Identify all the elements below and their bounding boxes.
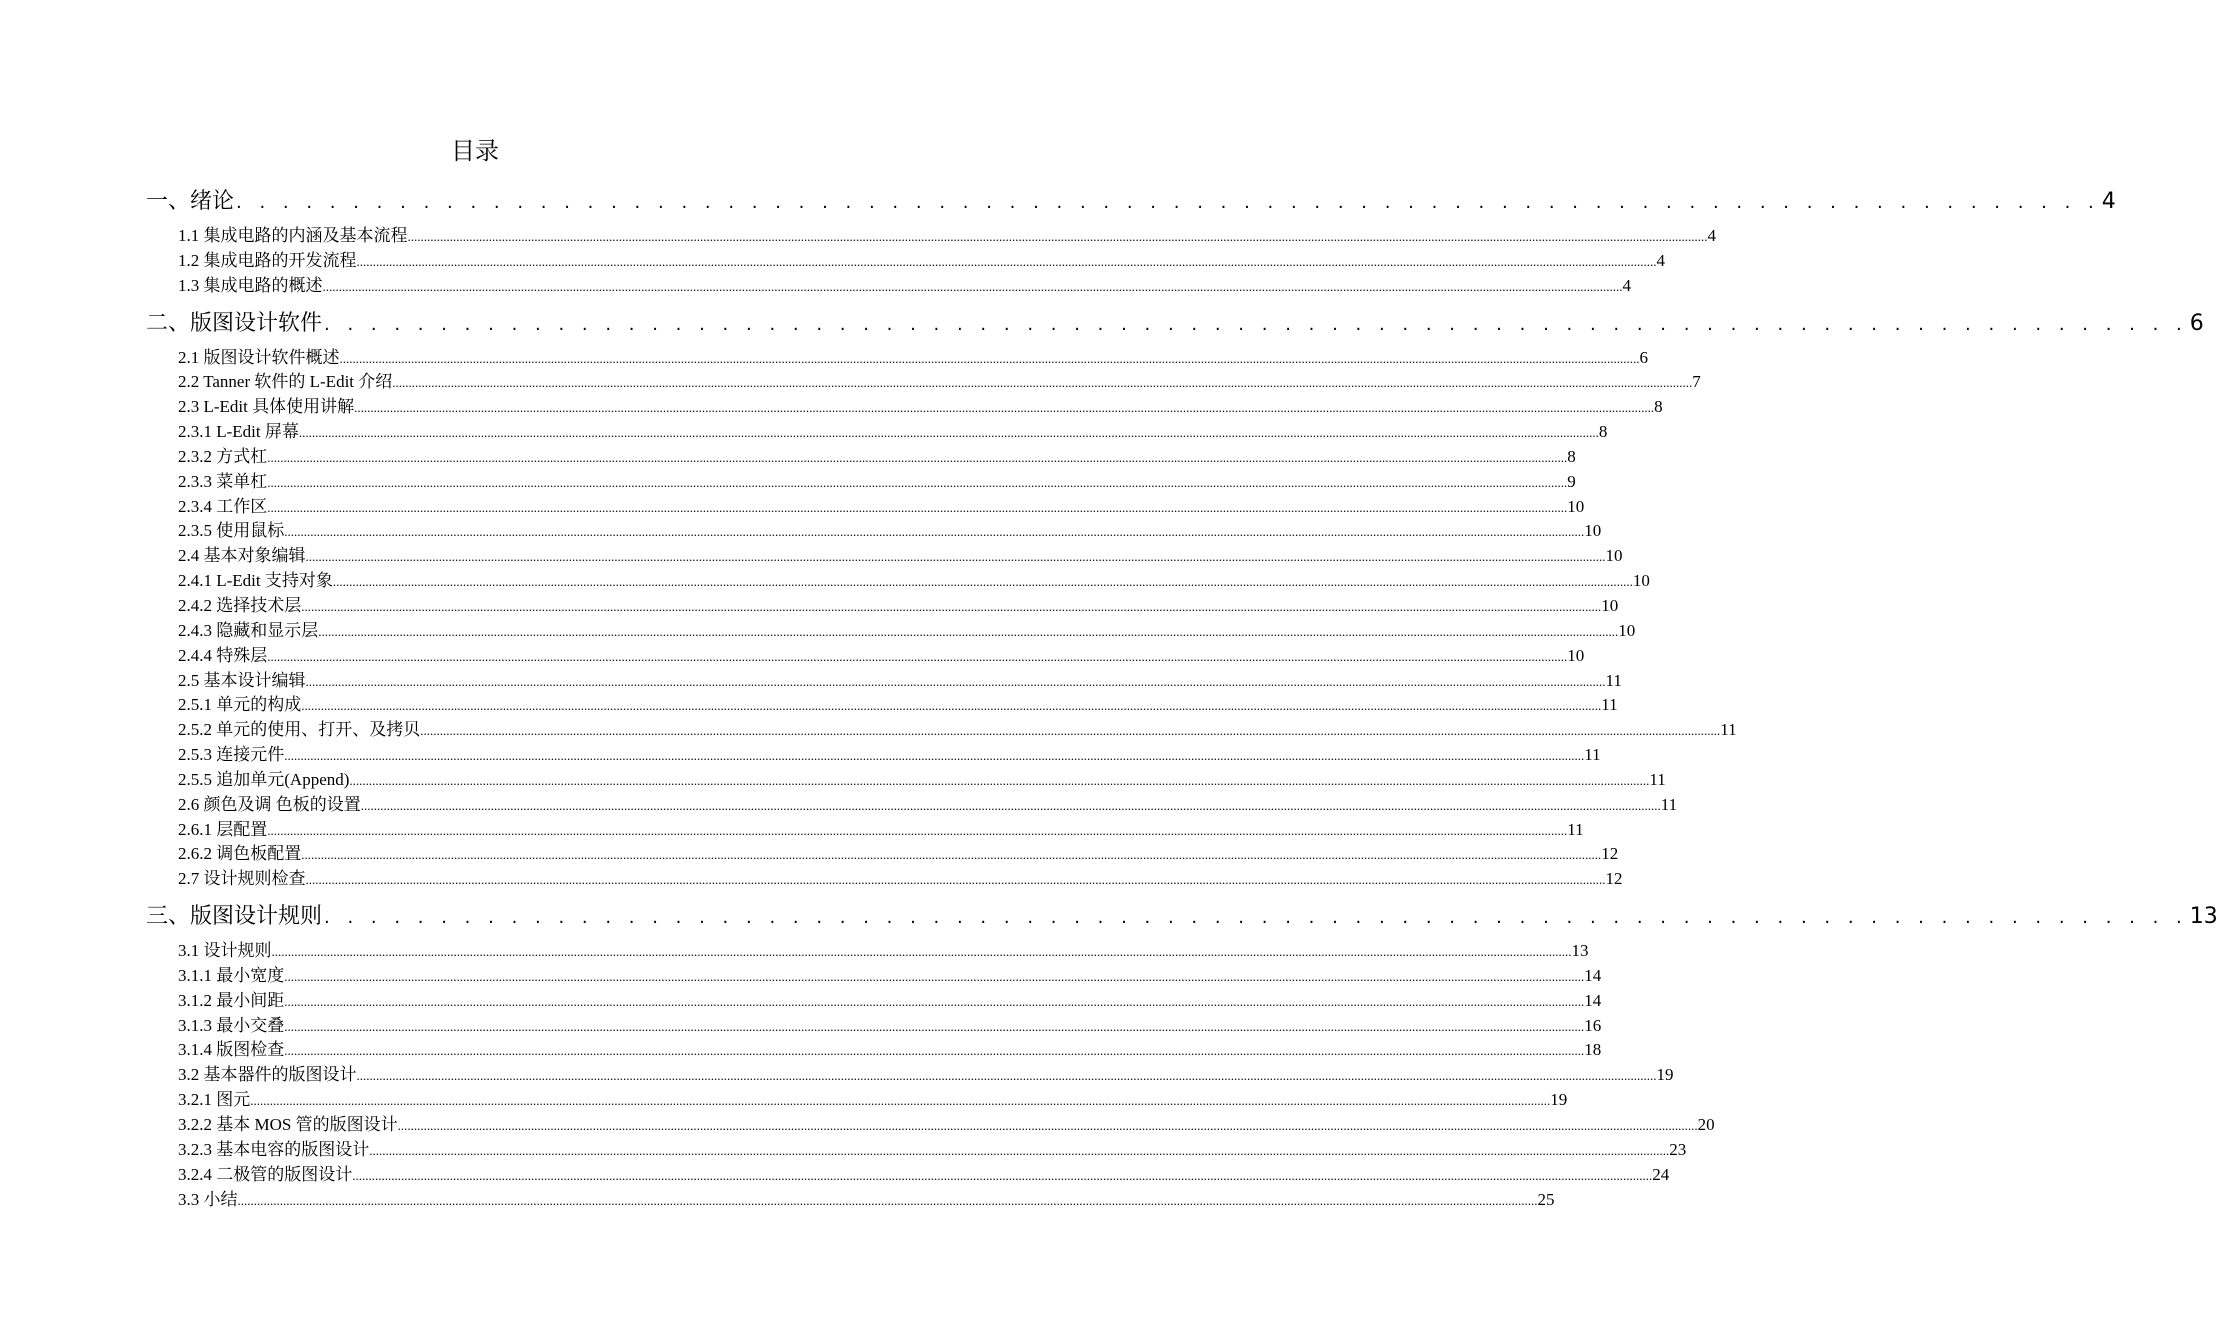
toc-entry[interactable]: [178, 743, 1601, 768]
dot-leader: ................................................................................................................................................................................................................................................................................................................................................................................................................: [354, 400, 1655, 416]
toc-chapter-entry[interactable]: [146, 899, 2218, 935]
toc-entry[interactable]: [178, 274, 1631, 299]
entry-label: 2.4.1 L-Edit 支持对象: [178, 571, 333, 591]
dot-leader: ................................................................................................................................................................................................................................................................................................................................................................................................................: [397, 1118, 1698, 1133]
entry-label: 2.3.4 工作区: [178, 496, 268, 516]
entry-page-number: 10: [1567, 645, 1585, 665]
entry-label: 3.3 小结: [178, 1189, 238, 1209]
dot-leader: ................................................................................................................................................................................................................................................................................................................................................................................................................: [352, 1167, 1653, 1183]
dot-leader: ................................................................................................................................................................................................................................................................................................................................................................................................................: [305, 872, 1606, 888]
chapter-items: [146, 220, 1716, 306]
entry-page-number: 12: [1605, 869, 1623, 889]
dot-leader: . . . . . . . . . . . . . . . . . . . . . . . . . . . . . . . . . . . . . . . . . . . . . . . . . . . . . . . . . . . . . . . . . . . . . . . . . . . . . . . .: [324, 907, 2188, 929]
entry-page-number: 20: [1697, 1115, 1715, 1134]
chapter-items: [146, 342, 1737, 900]
entry-label: 3.2.4 二极管的版图设计: [178, 1164, 353, 1184]
toc-entry[interactable]: [178, 569, 1650, 594]
entry-page-number: 19: [1656, 1065, 1674, 1085]
entry-label: 3.1.3 最小交叠: [178, 1015, 285, 1035]
entry-page-number: 4: [1622, 275, 1631, 295]
dot-leader: ................................................................................................................................................................................................................................................................................................................................................................................................................: [301, 847, 1602, 863]
entry-label: 1.2 集成电路的开发流程: [178, 250, 357, 270]
toc-entry[interactable]: [178, 224, 1716, 249]
dot-leader: ................................................................................................................................................................................................................................................................................................................................................................................................................: [301, 598, 1602, 614]
entry-label: 2.6.1 层配置: [178, 819, 268, 839]
toc-entry[interactable]: [178, 249, 1665, 274]
entry-page-number: 25: [1537, 1189, 1555, 1209]
table-of-contents: [146, 184, 2218, 1219]
entry-page-number: 16: [1584, 1015, 1602, 1035]
entry-label: 3.1.4 版图检查: [178, 1040, 285, 1060]
chapter-page-number: 6: [2189, 310, 2204, 336]
dot-leader: ................................................................................................................................................................................................................................................................................................................................................................................................................: [360, 797, 1661, 813]
toc-entry[interactable]: [178, 370, 1701, 395]
entry-label: 3.1.2 最小间距: [178, 990, 285, 1010]
entry-label: 2.6.2 调色板配置: [178, 844, 302, 864]
entry-page-number: 23: [1669, 1139, 1687, 1159]
entry-label: 2.3.2 方式杠: [178, 446, 268, 466]
entry-label: 2.4.3 隐藏和显示层: [178, 620, 319, 640]
entry-label: 2.3 L-Edit 具体使用讲解: [178, 397, 355, 417]
entry-page-number: 8: [1598, 422, 1608, 442]
toc-entry[interactable]: [178, 1138, 1687, 1163]
entry-label: 3.1.1 最小宽度: [178, 965, 285, 985]
toc-entry[interactable]: [178, 619, 1636, 644]
dot-leader: ................................................................................................................................................................................................................................................................................................................................................................................................................: [284, 968, 1585, 984]
dot-leader: . . . . . . . . . . . . . . . . . . . . . . . . . . . . . . . . . . . . . . . . . . . . . . . . . . . . . . . . . . . . . . . . . . . . . . . . . . . . . . . .: [324, 313, 2188, 335]
entry-page-number: 11: [1605, 670, 1622, 690]
toc-entry[interactable]: [178, 1014, 1602, 1039]
entry-page-number: 19: [1550, 1090, 1568, 1110]
entry-page-number: 11: [1567, 819, 1584, 839]
toc-entry[interactable]: [178, 346, 1648, 371]
entry-label: 2.5 基本设计编辑: [178, 670, 306, 690]
dot-leader: ................................................................................................................................................................................................................................................................................................................................................................................................................: [284, 993, 1585, 1009]
dot-leader: ................................................................................................................................................................................................................................................................................................................................................................................................................: [250, 1093, 1551, 1109]
toc-entry[interactable]: [178, 768, 1666, 793]
toc-entry[interactable]: [178, 718, 1737, 743]
dot-leader: ................................................................................................................................................................................................................................................................................................................................................................................................................: [267, 499, 1568, 515]
toc-entry[interactable]: [178, 989, 1602, 1014]
entry-label: 2.3.5 使用鼠标: [178, 521, 285, 541]
chapter-items: [146, 935, 1715, 1219]
dot-leader: ................................................................................................................................................................................................................................................................................................................................................................................................................: [392, 375, 1693, 391]
dot-leader: ................................................................................................................................................................................................................................................................................................................................................................................................................: [284, 748, 1585, 764]
entry-page-number: 11: [1720, 720, 1737, 740]
toc-entry[interactable]: [178, 544, 1623, 569]
entry-page-number: 8: [1654, 397, 1663, 417]
toc-entry[interactable]: [178, 1038, 1602, 1063]
entry-label: 2.5.2 单元的使用、打开、及拷贝: [178, 720, 421, 740]
toc-entry[interactable]: [178, 395, 1663, 420]
entry-page-number: 10: [1567, 496, 1585, 516]
toc-entry[interactable]: [178, 420, 1608, 445]
dot-leader: ................................................................................................................................................................................................................................................................................................................................................................................................................: [356, 253, 1657, 269]
dot-leader: ................................................................................................................................................................................................................................................................................................................................................................................................................: [284, 1018, 1585, 1034]
toc-entry[interactable]: [178, 1088, 1568, 1113]
dot-leader: ................................................................................................................................................................................................................................................................................................................................................................................................................: [284, 1043, 1585, 1059]
entry-page-number: 10: [1601, 595, 1619, 615]
entry-page-number: 11: [1601, 695, 1618, 715]
dot-leader: ................................................................................................................................................................................................................................................................................................................................................................................................................: [339, 350, 1640, 366]
toc-entry[interactable]: [178, 669, 1622, 694]
entry-page-number: 13: [1571, 941, 1589, 961]
toc-entry[interactable]: [178, 939, 1589, 964]
dot-leader: ................................................................................................................................................................................................................................................................................................................................................................................................................: [369, 1142, 1670, 1158]
dot-leader: ................................................................................................................................................................................................................................................................................................................................................................................................................: [305, 549, 1606, 565]
chapter-page-number: 4: [2101, 189, 2116, 214]
entry-page-number: 10: [1605, 546, 1623, 566]
entry-page-number: 10: [1632, 571, 1650, 591]
toc-entry[interactable]: [178, 1113, 1715, 1138]
entry-page-number: 10: [1584, 521, 1602, 541]
entry-label: 2.7 设计规则检查: [178, 869, 306, 889]
entry-label: 3.2 基本器件的版图设计: [178, 1065, 357, 1085]
toc-entry[interactable]: [178, 495, 1585, 520]
entry-page-number: 18: [1584, 1040, 1602, 1060]
entry-page-number: 9: [1567, 471, 1576, 491]
toc-entry[interactable]: [178, 793, 1678, 818]
entry-label: 3.2.1 图元: [178, 1090, 251, 1110]
dot-leader: ................................................................................................................................................................................................................................................................................................................................................................................................................: [267, 449, 1568, 465]
toc-entry[interactable]: [178, 964, 1602, 989]
toc-entry[interactable]: [178, 842, 1619, 867]
entry-label: 3.2.3 基本电容的版图设计: [178, 1139, 370, 1159]
entry-label: 2.1 版图设计软件概述: [178, 347, 340, 367]
entry-page-number: 11: [1649, 769, 1666, 789]
dot-leader: ................................................................................................................................................................................................................................................................................................................................................................................................................: [420, 723, 1721, 739]
chapter-page-number: 13: [2189, 904, 2218, 930]
toc-chapter-entry[interactable]: [146, 184, 2116, 220]
entry-label: 2.4.4 特殊层: [178, 645, 268, 665]
dot-leader: ................................................................................................................................................................................................................................................................................................................................................................................................................: [407, 229, 1708, 244]
entry-page-number: 8: [1567, 446, 1576, 466]
toc-chapter-entry[interactable]: [146, 306, 2204, 342]
dot-leader: ................................................................................................................................................................................................................................................................................................................................................................................................................: [356, 1068, 1657, 1084]
dot-leader: ................................................................................................................................................................................................................................................................................................................................................................................................................: [305, 673, 1606, 689]
toc-entry[interactable]: [178, 470, 1576, 495]
dot-leader: ................................................................................................................................................................................................................................................................................................................................................................................................................: [298, 425, 1599, 441]
dot-leader: ................................................................................................................................................................................................................................................................................................................................................................................................................: [332, 574, 1633, 590]
dot-leader: . . . . . . . . . . . . . . . . . . . . . . . . . . . . . . . . . . . . . . . . . . . . . . . . . . . . . . . . . . . . . . . . . . . . . . . . . . . . . . . .: [236, 192, 2100, 213]
entry-page-number: 12: [1601, 844, 1619, 864]
entry-label: 1.1 集成电路的内涵及基本流程: [178, 226, 408, 245]
entry-label: 3.2.2 基本 MOS 管的版图设计: [178, 1115, 398, 1134]
entry-label: 1.3 集成电路的概述: [178, 275, 323, 295]
entry-label: 2.5.5 追加单元(Append): [178, 769, 350, 789]
toc-entry[interactable]: [178, 818, 1584, 843]
entry-page-number: 11: [1660, 794, 1678, 814]
entry-label: 2.2 Tanner 软件的 L-Edit 介绍: [178, 372, 393, 392]
chapter-title: 二、版图设计软件: [146, 310, 323, 336]
entry-label: 2.4.2 选择技术层: [178, 595, 302, 615]
dot-leader: ................................................................................................................................................................................................................................................................................................................................................................................................................: [349, 772, 1650, 788]
toc-entry[interactable]: [178, 1188, 1555, 1213]
entry-label: 2.3.3 菜单杠: [178, 471, 268, 491]
toc-entry[interactable]: [178, 1163, 1670, 1188]
toc-entry[interactable]: [178, 1063, 1674, 1088]
toc-entry[interactable]: [178, 445, 1576, 470]
toc-entry[interactable]: [178, 693, 1618, 718]
dot-leader: ................................................................................................................................................................................................................................................................................................................................................................................................................: [267, 474, 1568, 490]
dot-leader: ................................................................................................................................................................................................................................................................................................................................................................................................................: [267, 822, 1568, 838]
entry-label: 2.5.3 连接元件: [178, 745, 285, 765]
entry-label: 2.3.1 L-Edit 屏幕: [178, 422, 299, 442]
toc-entry[interactable]: [178, 867, 1623, 892]
entry-page-number: 14: [1584, 965, 1602, 985]
entry-page-number: 14: [1584, 990, 1602, 1010]
entry-label: 2.5.1 单元的构成: [178, 695, 302, 715]
entry-page-number: 7: [1692, 372, 1701, 392]
dot-leader: ................................................................................................................................................................................................................................................................................................................................................................................................................: [322, 278, 1623, 294]
entry-label: 2.6 颜色及调 色板的设置: [178, 794, 361, 814]
entry-page-number: 10: [1618, 620, 1636, 640]
entry-page-number: 11: [1584, 745, 1601, 765]
entry-label: 2.4 基本对象编辑: [178, 546, 306, 566]
toc-entry[interactable]: [178, 594, 1619, 619]
dot-leader: ................................................................................................................................................................................................................................................................................................................................................................................................................: [237, 1192, 1538, 1208]
dot-leader: ................................................................................................................................................................................................................................................................................................................................................................................................................: [318, 623, 1619, 639]
entry-page-number: 4: [1707, 226, 1716, 245]
dot-leader: ................................................................................................................................................................................................................................................................................................................................................................................................................: [271, 944, 1572, 960]
chapter-title: 三、版图设计规则: [146, 904, 323, 930]
entry-page-number: 24: [1652, 1164, 1670, 1184]
dot-leader: ................................................................................................................................................................................................................................................................................................................................................................................................................: [284, 524, 1585, 540]
entry-label: 3.1 设计规则: [178, 941, 272, 961]
toc-title: 目录: [451, 137, 499, 165]
chapter-title: 一、绪论: [146, 189, 235, 214]
entry-page-number: 4: [1656, 250, 1665, 270]
dot-leader: ................................................................................................................................................................................................................................................................................................................................................................................................................: [267, 648, 1568, 664]
dot-leader: ................................................................................................................................................................................................................................................................................................................................................................................................................: [301, 698, 1602, 714]
toc-entry[interactable]: [178, 644, 1585, 669]
entry-page-number: 6: [1639, 347, 1648, 367]
toc-entry[interactable]: [178, 519, 1602, 544]
